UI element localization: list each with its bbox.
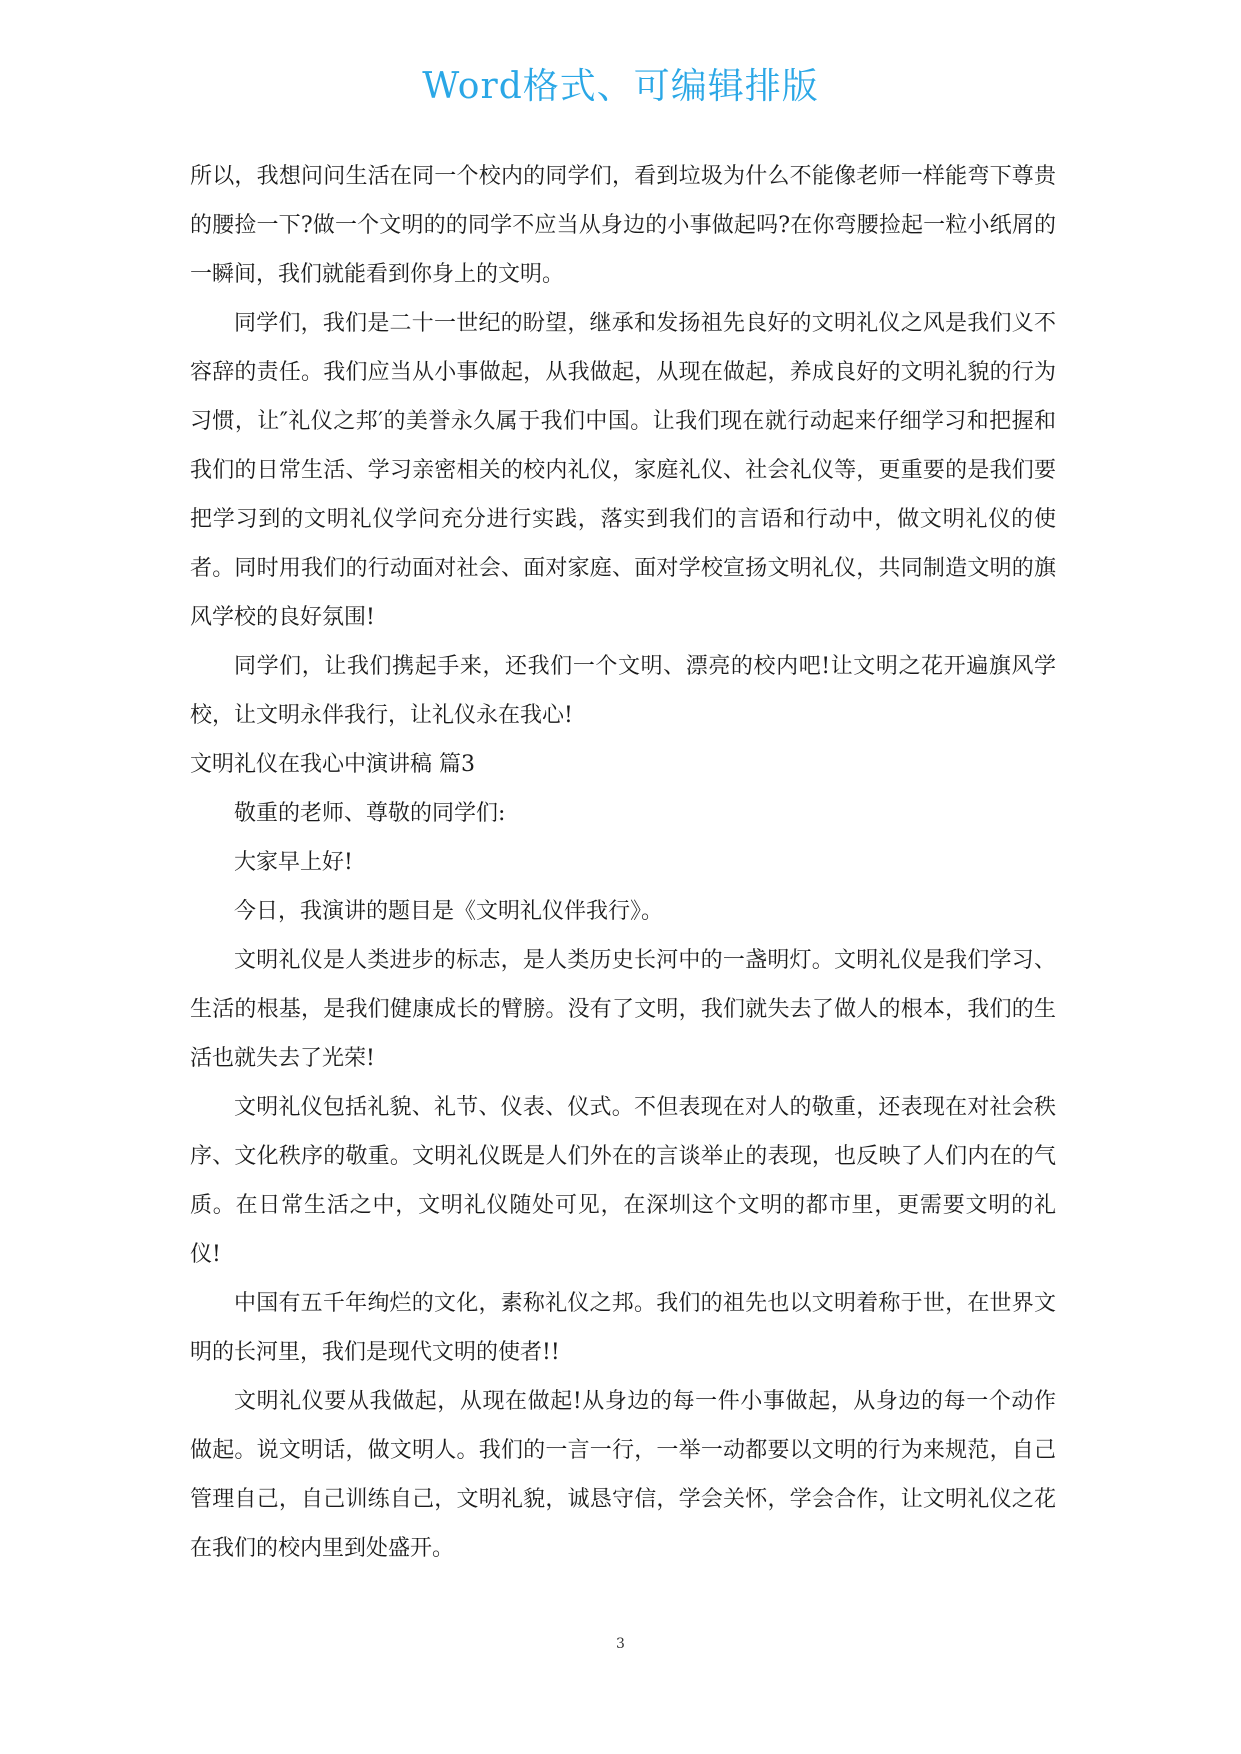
paragraph: 同学们，我们是二十一世纪的盼望，继承和发扬祖先良好的文明礼仪之风是我们义不容辞的责任。我们应当从小事做起，从我做起，从现在做起，养成良好的文明礼貌的行为习惯，让″礼仪之邦′的美誉永久属于我们中国。让我们现在就行动起来仔细学习和把握和我们的日常生活、学习亲密相关的校内礼仪，家庭礼仪、社会礼仪等，更重要的是我们要把学习到的文明礼仪学问充分进行实践，落实到我们的言语和行动中，做文明礼仪的使者。同时用我们的行动面对社会、面对家庭、面对学校宣扬文明礼仪，共同制造文明的旗风学校的良好氛围! (190, 311, 1056, 630)
paragraph: 文明礼仪是人类进步的标志，是人类历史长河中的一盏明灯。文明礼仪是我们学习、生活的根基，是我们健康成长的臂膀。没有了文明，我们就失去了做人的根本，我们的生活也就失去了光荣! (190, 948, 1056, 1071)
paragraph: 今日，我演讲的题目是《文明礼仪伴我行》。 (234, 899, 664, 924)
section-heading: 文明礼仪在我心中演讲稿 篇3 (190, 752, 475, 777)
paragraph: 中国有五千年绚烂的文化，素称礼仪之邦。我们的祖先也以文明着称于世，在世界文明的长河里，我们是现代文明的使者!! (190, 1291, 1056, 1365)
paragraph: 文明礼仪包括礼貌、礼节、仪表、仪式。不但表现在对人的敬重，还表现在对社会秩序、文化秩序的敬重。文明礼仪既是人们外在的言谈举止的表现，也反映了人们内在的气质。在日常生活之中，文明礼仪随处可见，在深圳这个文明的都市里，更需要文明的礼仪! (190, 1095, 1056, 1267)
paragraph-continuation: 所以，我想问问生活在同一个校内的同学们，看到垃圾为什么不能像老师一样能弯下尊贵的腰捡一下?做一个文明的的同学不应当从身边的小事做起吗?在你弯腰捡起一粒小纸屑的一瞬间，我们就能看到你身上的文明。 (190, 164, 1056, 287)
document-header-title: Word格式、可编辑排版 (422, 66, 819, 107)
paragraph: 同学们，让我们携起手来，还我们一个文明、漂亮的校内吧!让文明之花开遍旗风学校，让文明永伴我行，让礼仪永在我心! (190, 654, 1056, 728)
paragraph-salutation: 敬重的老师、尊敬的同学们: (234, 801, 506, 826)
paragraph-greeting: 大家早上好! (234, 850, 353, 875)
page-number: 3 (616, 1636, 625, 1652)
document-body (190, 152, 1056, 1573)
paragraph: 文明礼仪要从我做起，从现在做起!从身边的每一件小事做起，从身边的每一个动作做起。说文明话，做文明人。我们的一言一行，一举一动都要以文明的行为来规范，自己管理自己，自己训练自己，文明礼貌，诚恳守信，学会关怀，学会合作，让文明礼仪之花在我们的校内里到处盛开。 (190, 1389, 1056, 1561)
